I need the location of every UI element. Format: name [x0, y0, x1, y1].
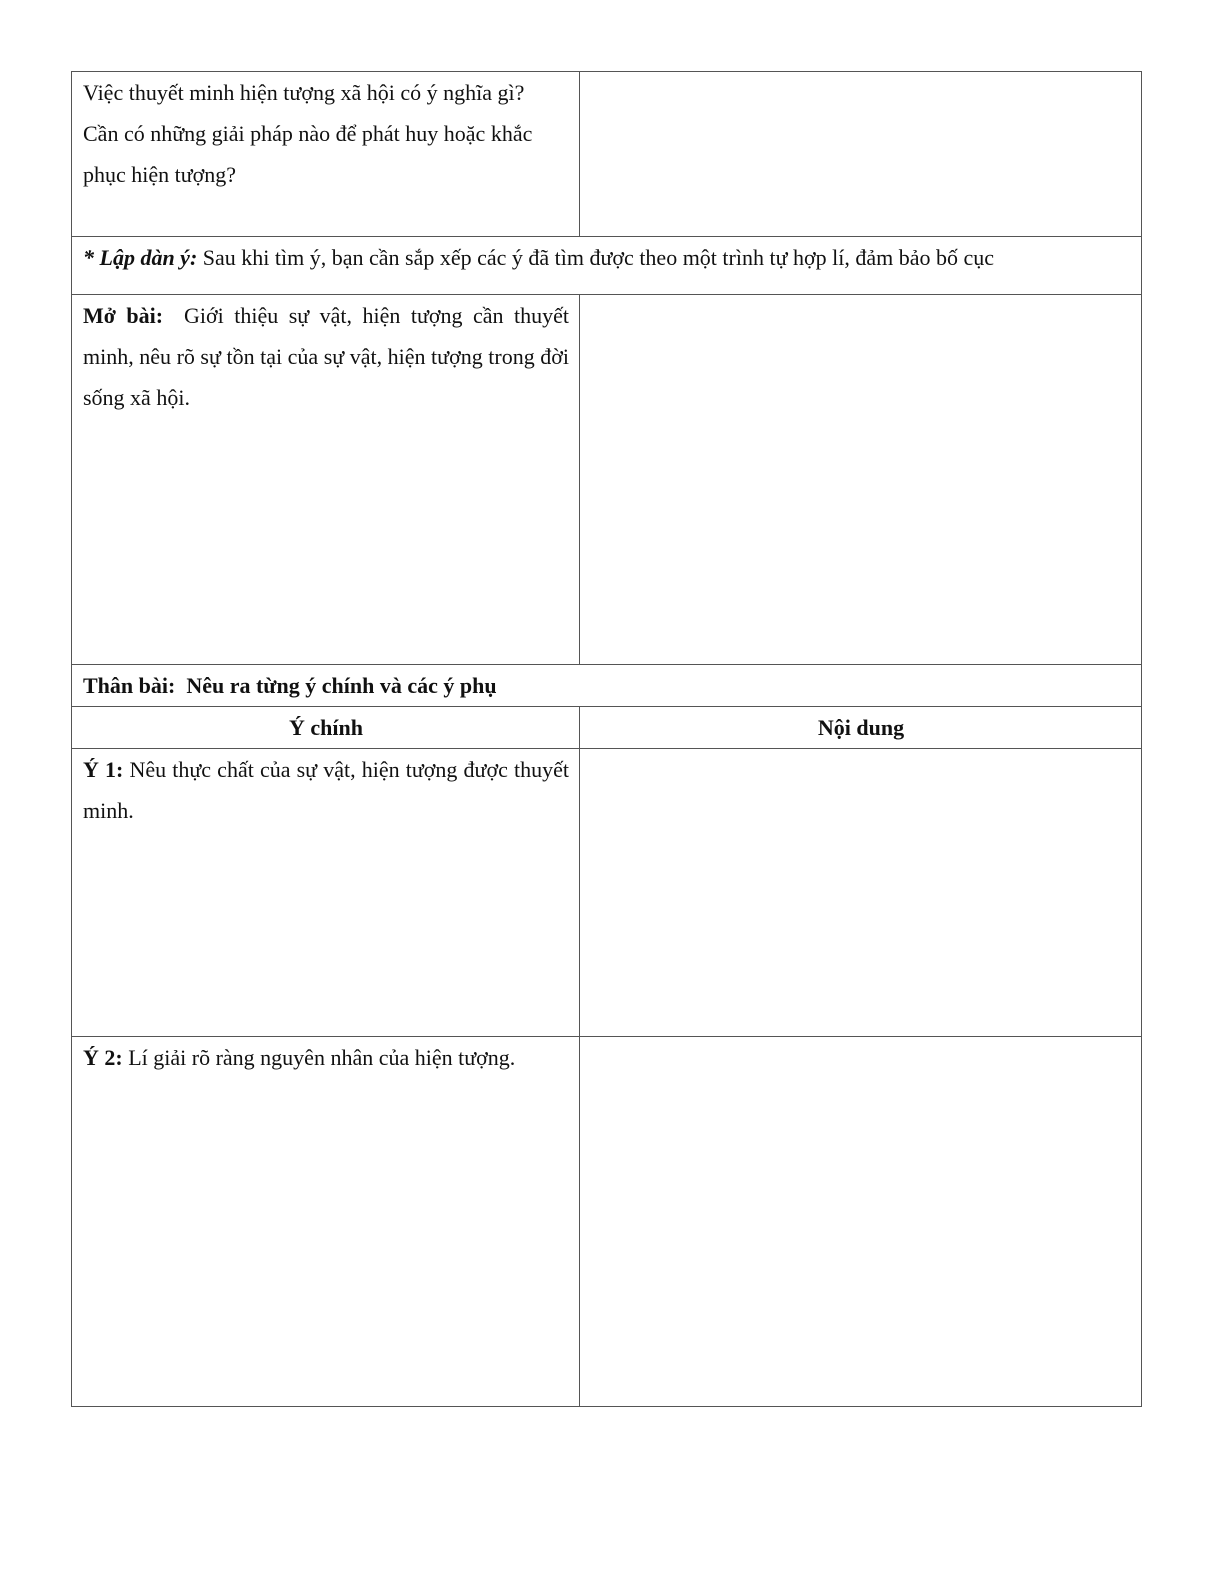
y2-text: Lí giải rõ ràng nguyên nhân của hiện tượng.	[122, 1045, 516, 1070]
y1-row	[72, 749, 1142, 1037]
than-bai-text: Nêu ra từng ý chính và các ý phụ	[175, 673, 497, 698]
question-row	[72, 72, 1142, 237]
header-noi-dung: Nội dung	[580, 707, 1142, 749]
lap-dan-y-label: * Lập dàn ý:	[83, 245, 198, 270]
table-header-row	[72, 707, 1142, 749]
outline-worksheet-table	[71, 71, 1142, 1407]
than-bai-cell	[72, 665, 1142, 707]
than-bai-row	[72, 665, 1142, 707]
y1-answer-cell[interactable]	[580, 749, 1142, 1037]
y1-text: Nêu thực chất của sự vật, hiện tượng được thuyết minh.	[83, 757, 569, 823]
mo-bai-label: Mở bài:	[83, 303, 164, 328]
lap-dan-y-cell	[72, 237, 1142, 295]
y2-cell	[72, 1037, 580, 1407]
lap-dan-y-row	[72, 237, 1142, 295]
question-answer-cell[interactable]	[580, 72, 1142, 237]
mo-bai-row	[72, 295, 1142, 665]
y1-label: Ý 1:	[83, 757, 124, 782]
y2-row	[72, 1037, 1142, 1407]
mo-bai-text: Giới thiệu sự vật, hiện tượng cần thuyết minh, nêu rõ sự tồn tại của sự vật, hiện tượng trong đời sống xã hội.	[83, 303, 575, 410]
than-bai-label: Thân bài:	[83, 673, 176, 698]
question-line-2: Cần có những giải pháp nào để phát huy hoặc khắc phục hiện tượng?	[83, 121, 533, 187]
y2-answer-cell[interactable]	[580, 1037, 1142, 1407]
mo-bai-answer-cell[interactable]	[580, 295, 1142, 665]
question-line-1: Việc thuyết minh hiện tượng xã hội có ý nghĩa gì?	[83, 80, 525, 105]
header-y-chinh: Ý chính	[72, 707, 580, 749]
mo-bai-cell	[72, 295, 580, 665]
question-cell	[72, 72, 580, 237]
y2-label: Ý 2:	[83, 1045, 123, 1070]
lap-dan-y-text: Sau khi tìm ý, bạn cần sắp xếp các ý đã tìm được theo một trình tự hợp lí, đảm bảo bố cục	[197, 245, 995, 270]
y1-cell	[72, 749, 580, 1037]
